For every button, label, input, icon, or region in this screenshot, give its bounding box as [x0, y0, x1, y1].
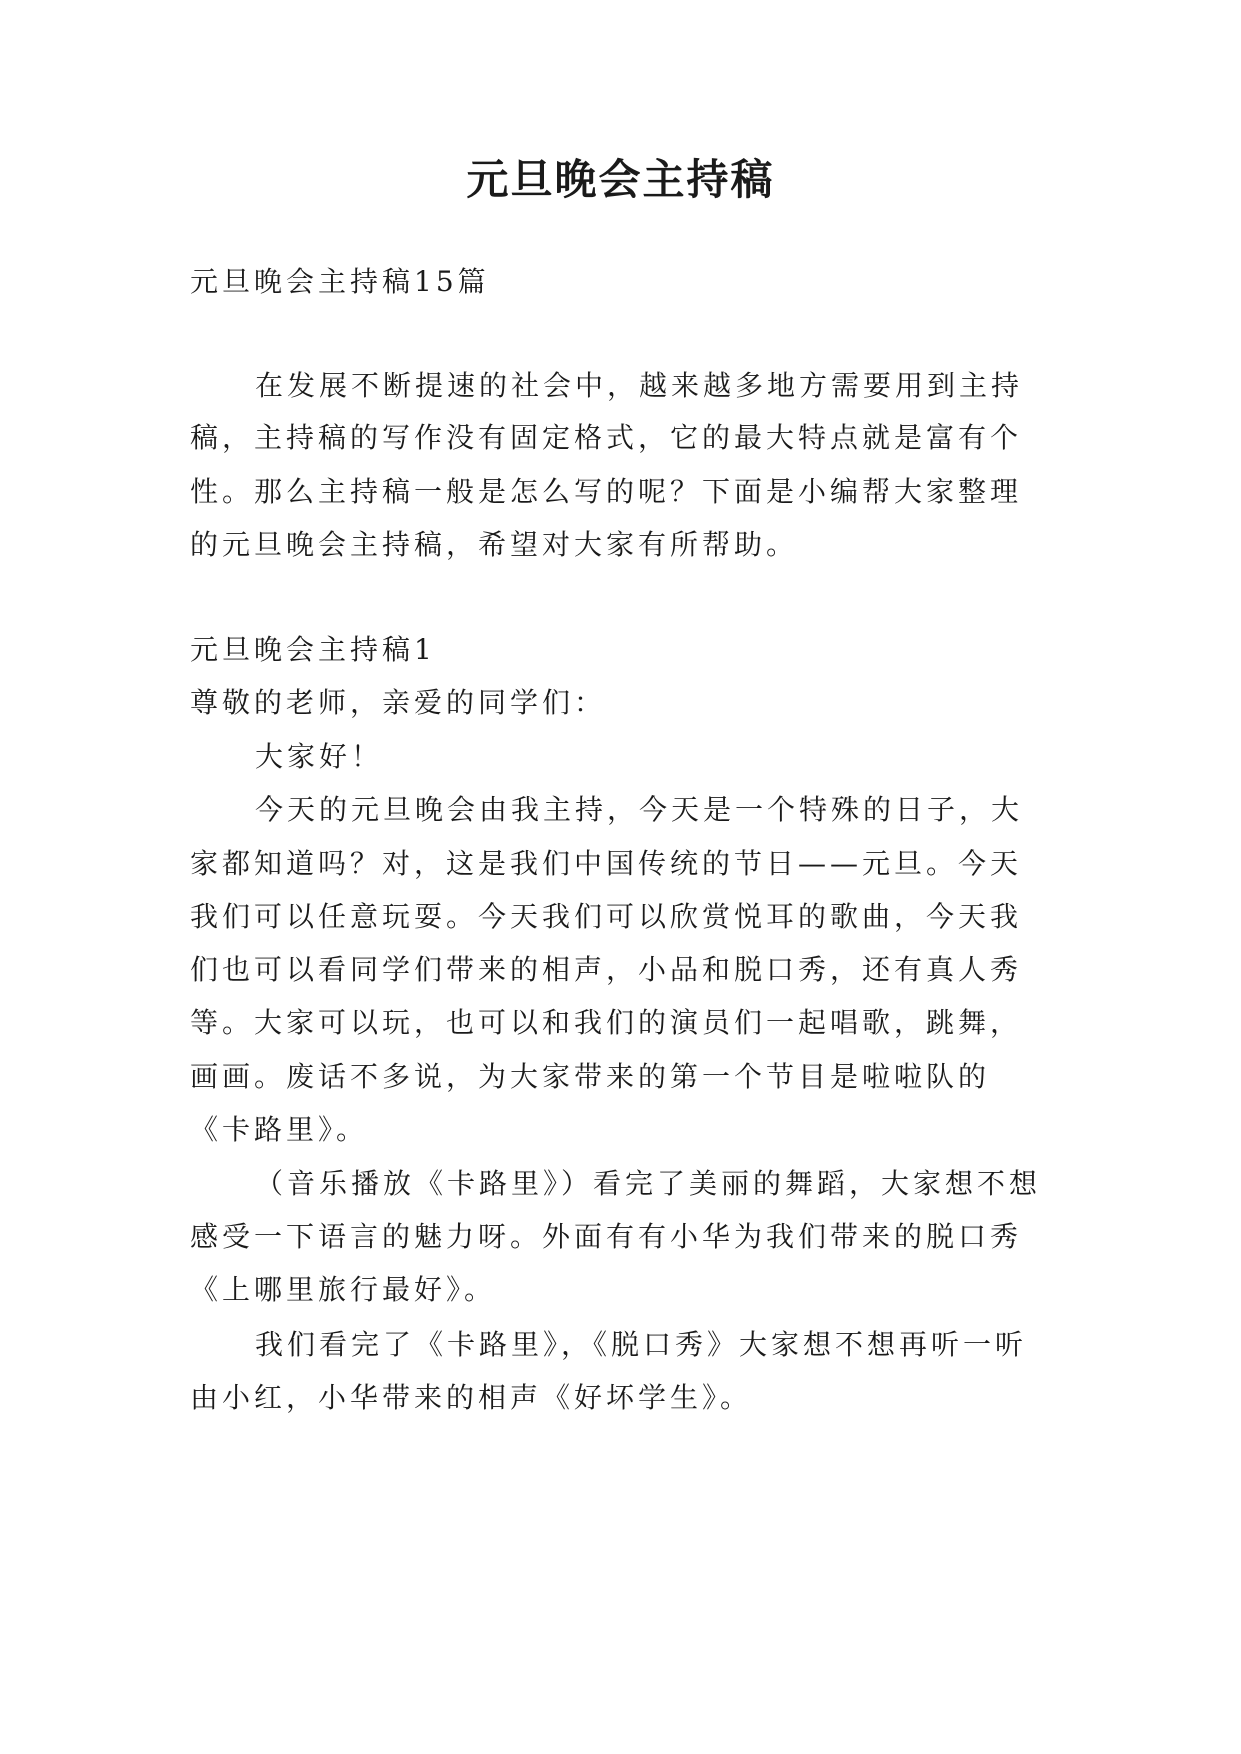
intro-line: 稿，主持稿的写作没有固定格式，它的最大特点就是富有个	[190, 421, 1023, 454]
paragraph-line: 我们看完了《卡路里》，《脱口秀》大家想不想再听一听	[255, 1328, 1028, 1361]
paragraph-line: 由小红，小华带来的相声《好坏学生》。	[190, 1381, 753, 1414]
paragraph-line: 等。大家可以玩，也可以和我们的演员们一起唱歌，跳舞，	[190, 1006, 1023, 1039]
document-title: 元旦晚会主持稿	[466, 155, 775, 204]
greeting: 大家好！	[255, 740, 384, 773]
salutation: 尊敬的老师，亲爱的同学们：	[190, 686, 607, 719]
paragraph-line: 我们可以任意玩耍。今天我们可以欣赏悦耳的歌曲，今天我	[190, 900, 1023, 933]
paragraph-line: 感受一下语言的魅力呀。外面有有小华为我们带来的脱口秀	[190, 1220, 1023, 1253]
intro-line: 在发展不断提速的社会中，越来越多地方需要用到主持	[255, 369, 1024, 402]
section-heading: 元旦晚会主持稿1	[190, 633, 436, 666]
paragraph-line: （音乐播放《卡路里》）看完了美丽的舞蹈，大家想不想	[255, 1167, 1042, 1200]
paragraph-line: 们也可以看同学们带来的相声，小品和脱口秀，还有真人秀	[190, 953, 1023, 986]
paragraph-line: 家都知道吗？对，这是我们中国传统的节日——元旦。今天	[190, 847, 1023, 880]
paragraph-line: 画画。废话不多说，为大家带来的第一个节目是啦啦队的	[190, 1060, 991, 1093]
document-subtitle: 元旦晚会主持稿15篇	[190, 265, 490, 298]
paragraph-line: 《上哪里旅行最好》。	[190, 1273, 497, 1306]
intro-line: 的元旦晚会主持稿，希望对大家有所帮助。	[190, 528, 799, 561]
paragraph-line: 今天的元旦晚会由我主持，今天是一个特殊的日子，大	[255, 793, 1024, 826]
paragraph-line: 《卡路里》。	[190, 1113, 369, 1146]
intro-line: 性。那么主持稿一般是怎么写的呢？下面是小编帮大家整理	[190, 475, 1023, 508]
